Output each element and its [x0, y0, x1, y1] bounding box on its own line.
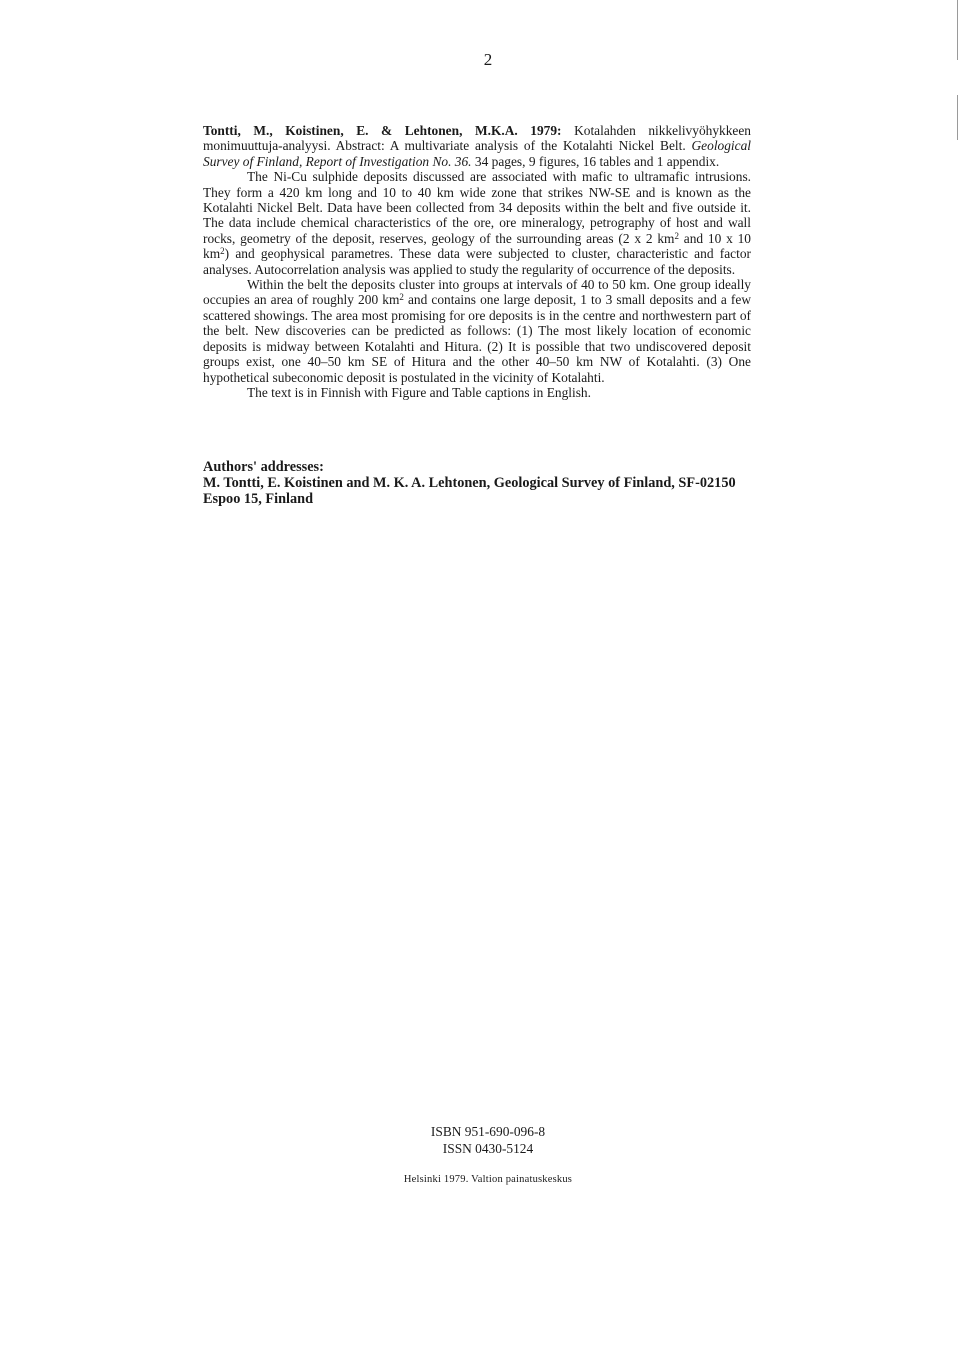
citation-extent: 34 pages, 9 figures, 16 tables and 1 appendix. [474, 153, 720, 169]
abstract-paragraph-2 [203, 277, 751, 385]
citation-paragraph [203, 123, 751, 169]
issn: ISSN 0430-5124 [442, 1141, 534, 1156]
abstract-paragraph-1 [203, 169, 751, 277]
addresses-heading: Authors' addresses: [203, 459, 324, 475]
superscript-squared: 2 [399, 292, 404, 303]
citation-authors-year: Tontti, M., Koistinen, E. & Lehtonen, M.K.A. 1979: [203, 123, 562, 138]
citation-abstract-label: Abstract: [335, 138, 385, 154]
scan-edge-mark-middle [957, 95, 958, 140]
superscript-squared: 2 [674, 230, 679, 241]
isbn-block [0, 1123, 960, 1157]
citation-finnish-title: Kotalahden nikkelivyöhykkeen monimuuttuja-analyysi. [203, 123, 752, 154]
abstract-p1-text-b: and 10 x 10 km [203, 230, 751, 262]
abstract-p2-text-a: Within the belt the deposits cluster into groups at intervals of 40 to 50 km. One group ideally occupies an area of roughly 200 km [203, 277, 751, 308]
isbn: ISBN 951-690-096-8 [430, 1124, 546, 1139]
abstract-p2-text-b: and contains one large deposit, 1 to 3 small deposits and a few scattered showings. The area most promising for ore deposits is in the centre and northwestern part of the belt. New discoveries can be predicted as follows: (1) The most likely location of economic deposits is midway between Kotalahti and Hitura. (2) It is possible that two undiscovered deposit groups exist, one 40–50 km SE of Hitura and the other 40–50 km NW of Kotalahti. (3) One hypothetical subeconomic deposit is postulated in the vicinity of Kotalahti. [203, 292, 751, 385]
printer-imprint: Helsinki 1979. Valtion painatuskeskus [403, 1174, 573, 1185]
authors-addresses [203, 459, 751, 507]
superscript-squared: 2 [220, 246, 225, 257]
abstract-paragraph-3: The text is in Finnish with Figure and Table captions in English. [247, 384, 591, 400]
addresses-text: M. Tontti, E. Koistinen and M. K. A. Lehtonen, Geological Survey of Finland, SF-02150 Espoo 15, Finland [203, 475, 736, 507]
abstract-block [203, 123, 751, 400]
citation-english-title: A multivariate analysis of the Kotalahti Nickel Belt. [389, 138, 686, 154]
abstract-p1-text-a: The Ni-Cu sulphide deposits discussed are associated with mafic to ultramafic intrusions. They form a 420 km long and 10 to 40 km wide zone that strikes NW-SE and is known as the Kotalahti Nickel Belt. Data have been collected from 34 deposits within the belt and five outside it. The data include chemical characteristics of the ore, ore mineralogy, petrography of host and wall rocks, geometry of the deposit, reserves, geology of the surrounding areas (2 x 2 km [203, 169, 751, 246]
citation-series: Geological Survey of Finland, Report of Investigation No. 36. [203, 138, 752, 169]
abstract-p1-text-c: ) and geophysical parametres. These data were subjected to cluster, characteristic and factor analyses. Autocorrelation analysis was applied to study the regularity of occurrence of the deposits. [203, 246, 751, 277]
page-number: 2 [483, 50, 493, 69]
